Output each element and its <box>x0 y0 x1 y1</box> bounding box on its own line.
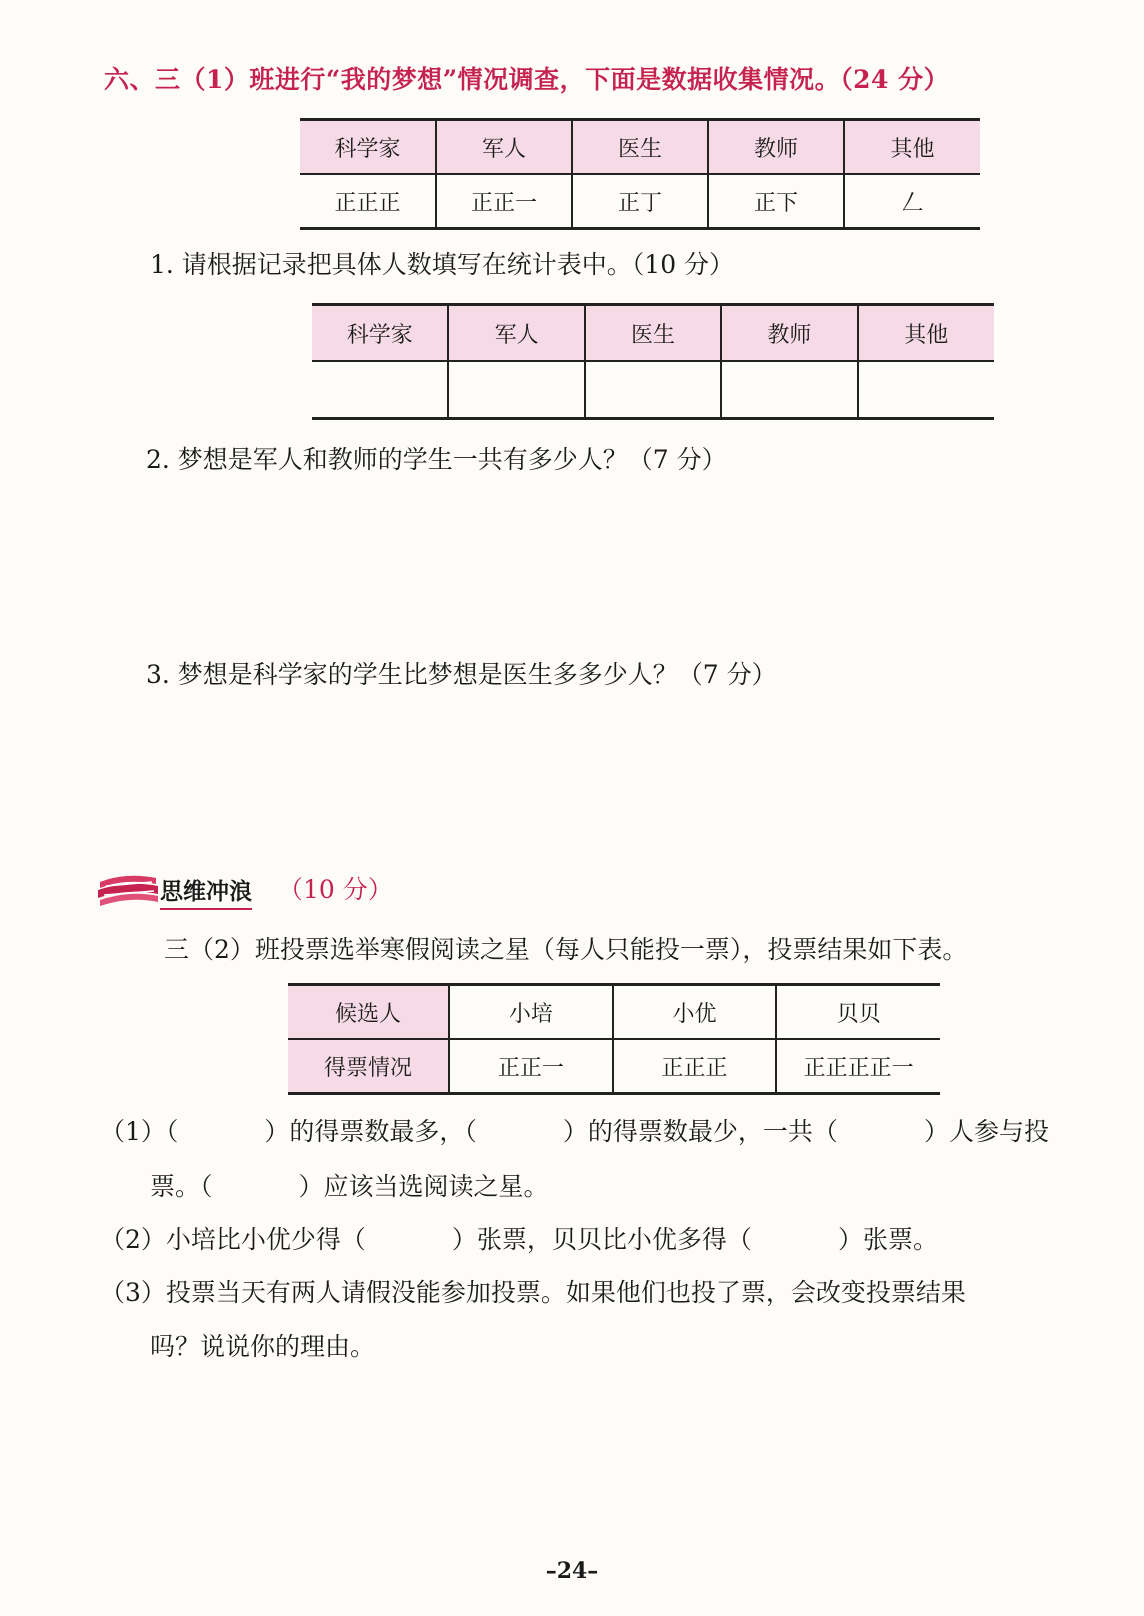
question-p1-line1 <box>100 1112 1049 1148</box>
text-segment: ）应该当选阅读之星。 <box>298 1172 549 1201</box>
vote-tally: 正正正 <box>613 1039 777 1094</box>
table-header-cell: 其他 <box>844 120 980 175</box>
question-p2 <box>100 1220 938 1256</box>
vote-intro: 三（2）班投票选举寒假阅读之星（每人只能投一票），投票结果如下表。 <box>164 935 968 964</box>
text-segment: ）人参与投 <box>923 1117 1049 1146</box>
thinking-section-score: （10 分） <box>278 875 393 904</box>
table-header-cell: 军人 <box>436 120 572 175</box>
vote-tally: 正正一 <box>449 1039 613 1094</box>
text-segment: （1）（ <box>100 1117 179 1146</box>
table-header-cell: 教师 <box>721 305 857 362</box>
text-segment: ）的得票数最少，一共（ <box>562 1117 838 1146</box>
table-header-cell: 军人 <box>448 305 584 362</box>
thinking-section-label: 思维冲浪 <box>160 873 252 910</box>
answer-cell[interactable] <box>858 361 994 419</box>
tally-cell: 正正正 <box>300 174 436 229</box>
tally-cell: 正下 <box>708 174 844 229</box>
row-header-votes: 得票情况 <box>288 1039 449 1094</box>
candidate-name: 小优 <box>613 985 777 1040</box>
page-number: –24– <box>545 1558 599 1584</box>
row-header-candidate: 候选人 <box>288 985 449 1040</box>
tally-cell: 正丁 <box>572 174 708 229</box>
text-segment: ）张票。 <box>837 1225 938 1254</box>
answer-cell[interactable] <box>721 361 857 419</box>
table-header-cell: 教师 <box>708 120 844 175</box>
text-segment: 票。（ <box>150 1172 213 1201</box>
question-p3-line1: （3）投票当天有两人请假没能参加投票。如果他们也投了票，会改变投票结果 <box>100 1278 966 1307</box>
stats-table <box>312 303 994 420</box>
vote-tally: 正正正正一 <box>776 1039 940 1094</box>
question-3: 3. 梦想是科学家的学生比梦想是医生多多少人？（7 分） <box>146 660 777 689</box>
tally-cell: 正正一 <box>436 174 572 229</box>
answer-cell[interactable] <box>585 361 721 419</box>
question-p3-line2: 吗？说说你的理由。 <box>150 1332 376 1361</box>
table-header-cell: 其他 <box>858 305 994 362</box>
text-segment: ）张票，贝贝比小优多得（ <box>451 1225 752 1254</box>
table-header-cell: 医生 <box>585 305 721 362</box>
vote-table <box>288 983 940 1095</box>
table-header-cell: 科学家 <box>300 120 436 175</box>
tally-cell: 𠃋 <box>844 174 980 229</box>
question-2: 2. 梦想是军人和教师的学生一共有多少人？（7 分） <box>146 445 727 474</box>
table-header-cell: 科学家 <box>312 305 448 362</box>
candidate-name: 小培 <box>449 985 613 1040</box>
section-title: 六、三（1）班进行“我的梦想”情况调查，下面是数据收集情况。（24 分） <box>104 65 950 94</box>
answer-cell[interactable] <box>448 361 584 419</box>
question-1: 1. 请根据记录把具体人数填写在统计表中。（10 分） <box>150 250 735 279</box>
tally-record-table <box>300 118 980 230</box>
text-segment: ）的得票数最多，（ <box>264 1117 477 1146</box>
table-header-cell: 医生 <box>572 120 708 175</box>
text-segment: （2）小培比小优少得（ <box>100 1225 366 1254</box>
answer-cell[interactable] <box>312 361 448 419</box>
candidate-name: 贝贝 <box>776 985 940 1040</box>
question-p1-line2 <box>150 1167 549 1203</box>
